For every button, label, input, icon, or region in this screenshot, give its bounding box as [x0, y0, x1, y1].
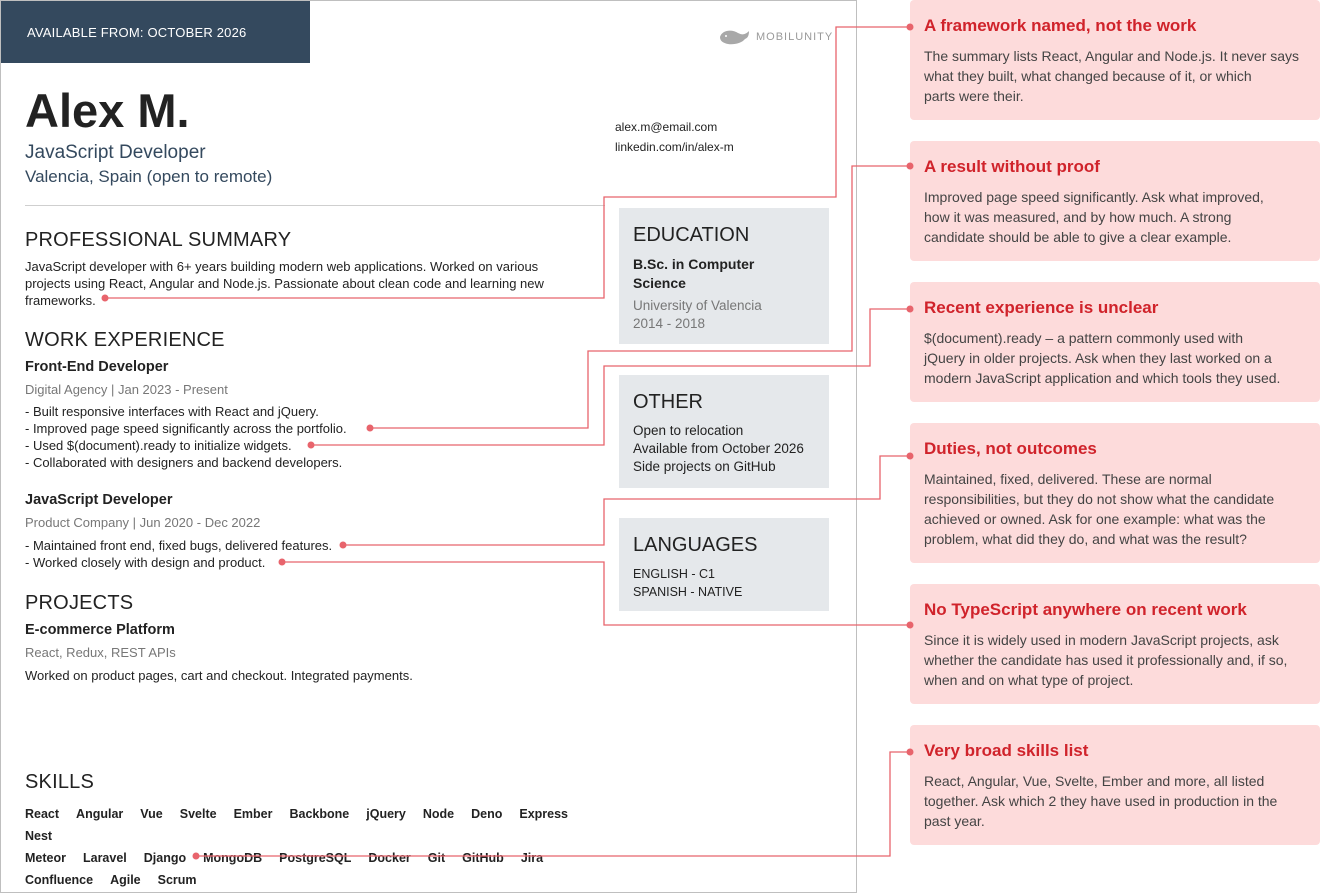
skill-tag: Node [422, 807, 455, 821]
experience-heading: WORK EXPERIENCE [25, 329, 225, 351]
annotation-line: $(document).ready – a pattern commonly used with [924, 330, 1244, 346]
skill-tag: Svelte [179, 807, 217, 821]
annotation-line: together. Ask which 2 they have used in production in the [924, 793, 1278, 809]
job-bullets [25, 537, 605, 571]
annotation-line: when and on what type of project. [924, 672, 1134, 688]
job-meta: Digital Agency | Jan 2023 - Present [25, 382, 228, 397]
annotation-title: No TypeScript anywhere on recent work [924, 600, 1247, 619]
skill-tag: Ember [233, 807, 273, 821]
education-years: 2014 - 2018 [633, 316, 706, 331]
annotation-body [924, 771, 1306, 831]
annotation-card [910, 423, 1320, 563]
project-description: Worked on product pages, cart and checkout. Integrated payments. [25, 668, 413, 683]
whale-logo-icon [718, 27, 752, 47]
annotation-card [910, 0, 1320, 120]
project-name: E-commerce Platform [25, 622, 175, 638]
annotation-line: jQuery in older projects. Ask when they last worked on a [924, 350, 1272, 366]
skill-tag: Jira [520, 851, 544, 865]
annotation-title: A result without proof [924, 157, 1100, 176]
projects-heading: PROJECTS [25, 592, 134, 614]
annotation-title: Very broad skills list [924, 741, 1089, 760]
contact-block [615, 117, 734, 157]
skill-tag: Confluence [25, 873, 94, 887]
annotation-title: Duties, not outcomes [924, 439, 1097, 458]
job-bullets [25, 403, 605, 471]
summary-line: projects using React, Angular and Node.js. Passionate about clean code and learning new [25, 276, 544, 291]
logo-text: MOBILUNITY [756, 31, 834, 43]
job-title: Front-End Developer [25, 359, 169, 375]
skill-tag: Backbone [289, 807, 350, 821]
annotation-line: problem, what did they do, and what was the result? [924, 531, 1247, 547]
education-heading: EDUCATION [633, 224, 750, 246]
job-meta: Product Company | Jun 2020 - Dec 2022 [25, 515, 261, 530]
annotation-line: how it was measured, and by how much. A strong [924, 209, 1232, 225]
other-line: Side projects on GitHub [633, 459, 776, 474]
annotation-title: Recent experience is unclear [924, 298, 1159, 317]
annotation-line: past year. [924, 813, 985, 829]
candidate-role: JavaScript Developer [25, 142, 206, 163]
summary-line: JavaScript developer with 6+ years building modern web applications. Worked on various [25, 259, 539, 274]
annotation-body [924, 187, 1306, 247]
skill-tag: Agile [110, 873, 141, 887]
annotation-body [924, 630, 1306, 690]
annotation-card [910, 725, 1320, 845]
skills-list [25, 803, 615, 891]
annotation-body [924, 469, 1306, 549]
school-name: University of Valencia [633, 298, 762, 313]
annotation-card [910, 282, 1320, 402]
skill-tag: Django [143, 851, 187, 865]
other-line: Open to relocation [633, 423, 744, 438]
skill-tag: Docker [368, 851, 411, 865]
annotation-line: what they built, what changed because of it, or which [924, 68, 1252, 84]
annotation-line: parts were their. [924, 88, 1024, 104]
annotation-line: modern JavaScript application and which tools they used. [924, 370, 1281, 386]
annotation-line: whether the candidate has used it professionally and, if so, [924, 652, 1288, 668]
skill-tag: jQuery [366, 807, 406, 821]
annotation-line: candidate should be able to give a clear example. [924, 229, 1232, 245]
skill-tag: MongoDB [203, 851, 263, 865]
job-title: JavaScript Developer [25, 492, 173, 508]
annotation-card [910, 584, 1320, 704]
job-bullet: - Maintained front end, fixed bugs, delivered features. [25, 538, 333, 553]
skill-tag: React [25, 807, 60, 821]
job-bullet: - Improved page speed significantly across the portfolio. [25, 421, 347, 436]
degree-line: B.Sc. in Computer [633, 256, 755, 272]
skill-tag: Express [519, 807, 569, 821]
summary-heading: PROFESSIONAL SUMMARY [25, 229, 292, 251]
skills-heading: SKILLS [25, 771, 95, 793]
summary-text [25, 258, 605, 309]
candidate-location: Valencia, Spain (open to remote) [25, 167, 273, 186]
candidate-name: Alex M. [25, 84, 190, 137]
job-bullet: - Collaborated with designers and backend developers. [25, 455, 343, 470]
other-line: Available from October 2026 [633, 441, 804, 456]
annotation-line: Maintained, fixed, delivered. These are normal [924, 471, 1212, 487]
company-logo [718, 27, 833, 47]
skill-tag: Meteor [25, 851, 66, 865]
skill-tag: Git [427, 851, 446, 865]
header-divider [25, 205, 605, 206]
annotation-title: A framework named, not the work [924, 16, 1197, 35]
annotation-body [924, 328, 1306, 388]
skill-tag: GitHub [462, 851, 504, 865]
email-text: alex.m@email.com [615, 120, 718, 134]
skill-tag: PostgreSQL [279, 851, 352, 865]
annotation-line: The summary lists React, Angular and Node.js. It never says [924, 48, 1300, 64]
other-box [619, 375, 829, 488]
project-stack: React, Redux, REST APIs [25, 645, 176, 660]
skill-tag: Deno [471, 807, 503, 821]
annotation-line: Since it is widely used in modern JavaScript projects, ask [924, 632, 1279, 648]
other-heading: OTHER [633, 391, 703, 413]
summary-line: frameworks. [25, 293, 96, 308]
education-box [619, 208, 829, 344]
annotation-line: achieved or owned. Ask for one example: what was the [924, 511, 1266, 527]
skill-tag: Laravel [82, 851, 127, 865]
skill-tag: Scrum [157, 873, 197, 887]
skill-tag: Vue [140, 807, 163, 821]
job-bullet: - Built responsive interfaces with React and jQuery. [25, 404, 319, 419]
availability-banner: AVAILABLE FROM: OCTOBER 2026 [1, 1, 310, 63]
annotation-line: Improved page speed significantly. Ask what improved, [924, 189, 1264, 205]
skill-tag: Angular [76, 807, 124, 821]
annotation-body [924, 46, 1306, 106]
languages-box [619, 518, 829, 611]
annotation-line: React, Angular, Vue, Svelte, Ember and more, all listed [924, 773, 1265, 789]
language-line: SPANISH - NATIVE [633, 585, 743, 599]
degree-line: Science [633, 275, 686, 291]
linkedin-text: linkedin.com/in/alex-m [615, 140, 734, 154]
job-bullet: - Worked closely with design and product. [25, 555, 266, 570]
skill-tag: Nest [25, 829, 53, 843]
annotation-line: responsibilities, but they do not show what the candidate [924, 491, 1275, 507]
language-line: ENGLISH - C1 [633, 567, 715, 581]
job-bullet: - Used $(document).ready to initialize widgets. [25, 438, 292, 453]
languages-heading: LANGUAGES [633, 534, 758, 556]
annotation-card [910, 141, 1320, 261]
